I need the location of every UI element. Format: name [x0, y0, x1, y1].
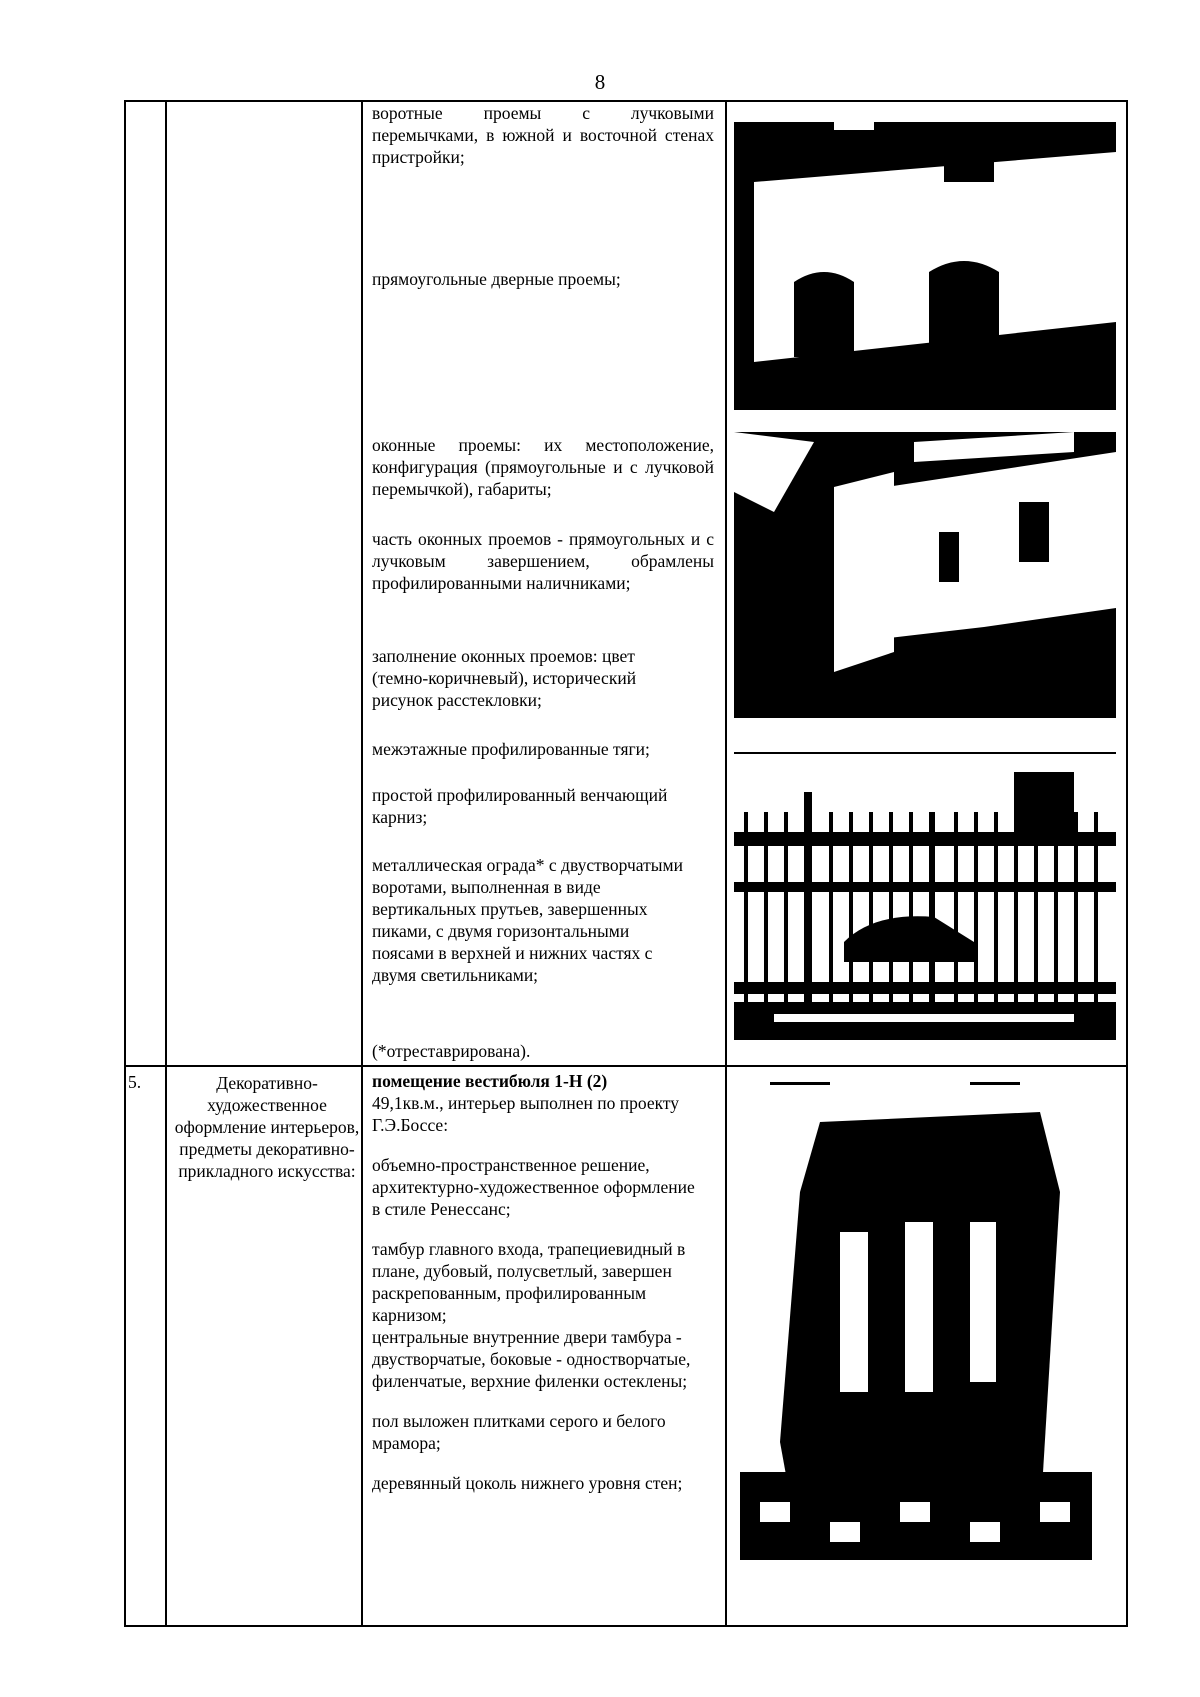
description-item: объемно-пространственное решение, архитектурно-художественное оформление в стиле Ренессанс; — [372, 1155, 695, 1219]
table-right-border — [1126, 100, 1128, 1627]
room-intro: 49,1кв.м., интерьер выполнен по проекту Г.Э.Боссе: — [372, 1093, 680, 1135]
room-heading: помещение вестибюля 1-Н (2) — [372, 1071, 608, 1091]
description-item: воротные проемы с лучковыми перемычками, в южной и восточной стенах пристройки; — [372, 103, 714, 167]
description-item: межэтажные профилированные тяги; — [372, 739, 650, 759]
column-divider — [165, 100, 167, 1627]
row-divider — [124, 1065, 1128, 1067]
description-item: пол выложен плитками серого и белого мрамора; — [372, 1411, 666, 1453]
table-left-border — [124, 100, 126, 1627]
description-item: центральные внутренние двери тамбура - двустворчатые, боковые - одностворчатые, филенчатые, верхние филенки остеклены; — [372, 1327, 691, 1391]
building-doors-photo — [734, 122, 1116, 410]
description-item: (*отреставрирована). — [372, 1041, 531, 1061]
column-divider — [361, 100, 363, 1627]
fence-gate-photo — [734, 752, 1116, 1040]
description-column — [372, 1070, 700, 1512]
category-label: Декоративно-художественное оформление интерьеров, предметы декоративно-прикладного искусства: — [174, 1073, 360, 1181]
building-windows-photo — [734, 432, 1116, 718]
description-item: тамбур главного входа, трапециевидный в плане, дубовый, полусветлый, завершен раскрепованным, профилированным карнизом; — [372, 1239, 686, 1325]
vestibule-tambour-photo — [740, 1082, 1092, 1560]
description-item: простой профилированный венчающий карниз; — [372, 785, 668, 827]
description-item: деревянный цоколь нижнего уровня стен; — [372, 1473, 683, 1493]
description-item: заполнение оконных проемов: цвет (темно-коричневый), исторический рисунок расстекловки; — [372, 646, 637, 710]
column-divider — [725, 100, 727, 1627]
table-bottom-border — [124, 1625, 1128, 1627]
description-item: металлическая ограда* с двустворчатыми воротами, выполненная в виде вертикальных прутьев, завершенных пиками, с двумя горизонтальными поясами в верхней и нижних частях с двумя светильниками; — [372, 855, 683, 985]
row-number: 5. — [128, 1072, 142, 1092]
description-item: часть оконных проемов - прямоугольных и с лучковым завершением, обрамлены профилированными наличниками; — [372, 529, 714, 593]
page-number: 8 — [594, 70, 606, 94]
description-item: прямоугольные дверные проемы; — [372, 269, 621, 289]
description-item: оконные проемы: их местоположение, конфигурация (прямоугольные и с лучковой перемычкой), габариты; — [372, 435, 714, 499]
